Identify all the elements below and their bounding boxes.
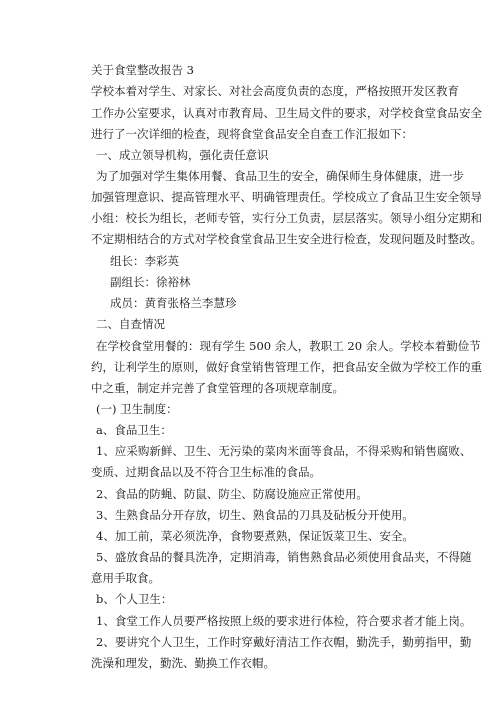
- section-line: 中之重，制定并完善了食堂管理的各项规章制度。: [91, 381, 344, 395]
- list-item: 2、食品的防蝇、防鼠、防尘、防腐设施应正常使用。: [96, 487, 368, 501]
- section-heading: 一、成立领导机构，强化责任意识: [96, 148, 269, 162]
- list-item: 5、盛放食品的餐具洗净，定期消毒，销售熟食品必须使用食品夹，不得随: [96, 550, 472, 564]
- list-item: 1、应采购新鲜、卫生、无污染的菜肉米面等食品，不得采购和销售腐败、: [96, 444, 472, 458]
- list-item: 4、加工前，菜必须洗净，食物要煮熟，保证饭菜卫生、安全。: [96, 529, 414, 543]
- section-line: 为了加强对学生集体用餐、食品卫生的安全，确保师生身体健康，进一步: [96, 169, 464, 183]
- section-line: 约，让利学生的原则，做好食堂销售管理工作，把食品安全做为学校工作的重: [91, 360, 482, 374]
- section-line: 不定期相结合的方式对学校食堂食品卫生安全进行检查，发现问题及时整改。: [91, 232, 482, 246]
- item-heading: a、食品卫生：: [96, 423, 172, 437]
- intro-line: 进行了一次详细的检查，现将食堂食品安全自查工作汇报如下：: [91, 127, 413, 141]
- section-line: 加强管理意识、提高管理水平、明确管理责任。学校成立了食品卫生安全领导: [91, 190, 482, 204]
- intro-line: 工作办公室要求，认真对市教育局、卫生局文件的要求，对学校食堂食品安全: [91, 106, 482, 120]
- subsection-heading: (一) 卫生制度：: [96, 402, 178, 416]
- section-line: 小组：校长为组长，老师专管，实行分工负责，层层落实。领导小组分定期和: [91, 211, 482, 225]
- list-item-continuation: 意用手取食。: [91, 571, 160, 585]
- document-title: 关于食堂整改报告 3: [91, 63, 194, 77]
- deputy-line: 副组长：徐裕林: [110, 275, 191, 289]
- list-item-continuation: 洗澡和理发，勤洗、勤换工作衣帽。: [91, 656, 275, 670]
- members-line: 成员：黄育张格兰李慧珍: [110, 296, 237, 310]
- list-item: 2、要讲究个人卫生，工作时穿戴好清洁工作衣帽，勤洗手，勤剪指甲，勤: [96, 635, 472, 649]
- leader-line: 组长：李彩英: [110, 254, 179, 268]
- intro-line: 学校本着对学生、对家长、对社会高度负责的态度，严格按照开发区教育: [91, 84, 459, 98]
- list-item: 1、食堂工作人员要严格按照上级的要求进行体检，符合要求者才能上岗。: [96, 614, 472, 628]
- list-item-continuation: 变质、过期食品以及不符合卫生标准的食品。: [91, 465, 321, 479]
- item-heading: b、个人卫生：: [96, 592, 173, 606]
- list-item: 3、生熟食品分开存放，切生、熟食品的刀具及砧板分开使用。: [96, 508, 414, 522]
- section-heading: 二、自查情况: [96, 317, 165, 331]
- section-line: 在学校食堂用餐的：现有学生 500 余人，教职工 20 余人。学校本着勤俭节: [96, 339, 481, 353]
